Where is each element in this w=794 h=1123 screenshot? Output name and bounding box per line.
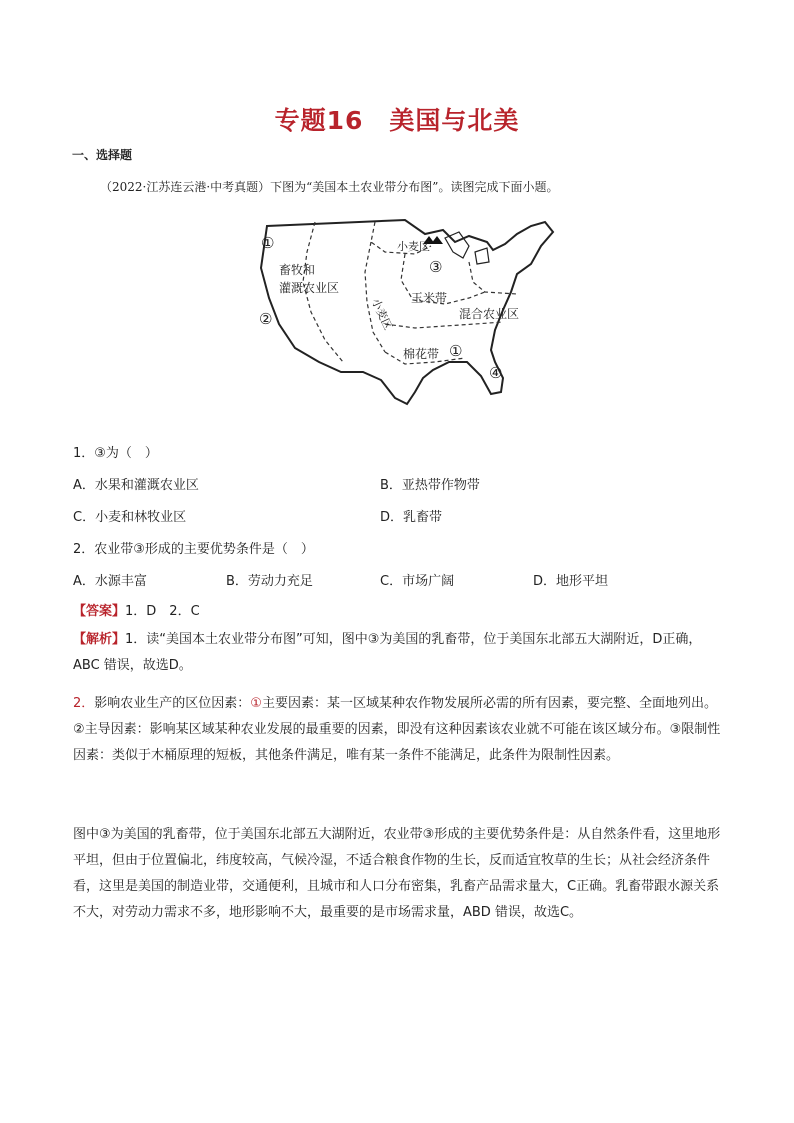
section-heading: 一、选择题 [72, 148, 133, 162]
answer-tag: 【答案】 [73, 604, 126, 619]
page-title: 专题16 美国与北美 [274, 106, 520, 135]
analysis-paragraph-1 [73, 627, 723, 679]
label-corn: 玉米带 [411, 291, 448, 305]
marker-1: ① [261, 234, 275, 252]
marker-2: ② [259, 310, 273, 328]
triangle-marker [431, 236, 443, 244]
analysis-paragraph-3: 图中③为美国的乳畜带，位于美国东北部五大湖附近，农业带③形成的主要优势条件是：从自然条件看，这里地形平坦，但由于位置偏北，纬度较高，气候冷湿，不适合粮食作物的生长，反而适宜牧草的生长；从社会经济条件看，这里是美国的制造业带，交通便利，且城市和人口分布密集，乳畜产品需求量大，C正确。乳畜带跟水源关系不大，对劳动力需求不多，地形影响不大，最重要的是市场需求量，ABD 错误，故选C。 [73, 827, 721, 920]
answer-line [73, 600, 200, 619]
analysis-paragraph-2 [73, 691, 723, 769]
question-intro: （2022·江苏连云港·中考真题）下图为“美国本土农业带分布图”。读图完成下面小题。 [100, 180, 559, 194]
question-1-stem: 1．③为（ ） [73, 446, 158, 461]
analysis-p2-c2: ① [250, 696, 262, 711]
q1-option-c: C．小麦和林牧业区 [73, 510, 187, 525]
q2-option-a: A．水源丰富 [73, 574, 147, 589]
analysis-p2-c1: 影响农业生产的区位因素： [94, 696, 251, 711]
marker-4: ④ [489, 364, 503, 382]
analysis-p1: 1．读“美国本土农业带分布图”可知，图中③为美国的乳畜带，位于美国东北部五大湖附近，D正确，ABC 错误，故选D。 [73, 632, 702, 673]
marker-1-cotton: ① [449, 342, 463, 360]
q2-option-b: B．劳动力充足 [226, 574, 313, 589]
q1-option-d: D．乳畜带 [380, 510, 443, 525]
boundary-cotton [385, 322, 503, 328]
label-wheat-north: 小麦区 [397, 240, 430, 253]
boundary-mixed [469, 262, 517, 294]
q1-option-b: B．亚热带作物带 [380, 478, 480, 493]
q2-option-c: C．市场广阔 [380, 574, 455, 589]
label-pastoral-2: 灌溉农业区 [279, 281, 340, 295]
analysis-tag: 【解析】 [73, 632, 126, 647]
map-figure [255, 212, 561, 412]
label-mixed: 混合农业区 [459, 307, 520, 321]
q2-option-d: D．地形平坦 [533, 574, 609, 589]
q1-option-a: A．水果和灌溉农业区 [73, 478, 199, 493]
label-pastoral-1: 畜牧和 [279, 263, 316, 277]
us-agriculture-map [255, 212, 561, 412]
answer-text: 1．D 2．C [125, 604, 200, 619]
analysis-p2-num: 2． [73, 696, 95, 711]
analysis-p2-rest: 主要因素：某一区域某种农作物发展所必需的所有因素，要完整、全面地列出。②主导因素：影响某区域某种农业发展的最重要的因素，即没有这种因素该农业就不可能在该区域分布。③限制性因素：类似于木桶原理的短板，其他条件满足，唯有某一条件不能满足，此条件为限制性因素。 [73, 696, 721, 763]
boundary-central [365, 242, 385, 352]
label-wheat-south: 小麦区 [368, 296, 395, 332]
label-cotton: 棉花带 [403, 347, 440, 361]
marker-3: ③ [429, 258, 443, 276]
question-2-stem: 2．农业带③形成的主要优势条件是（ ） [73, 542, 314, 557]
